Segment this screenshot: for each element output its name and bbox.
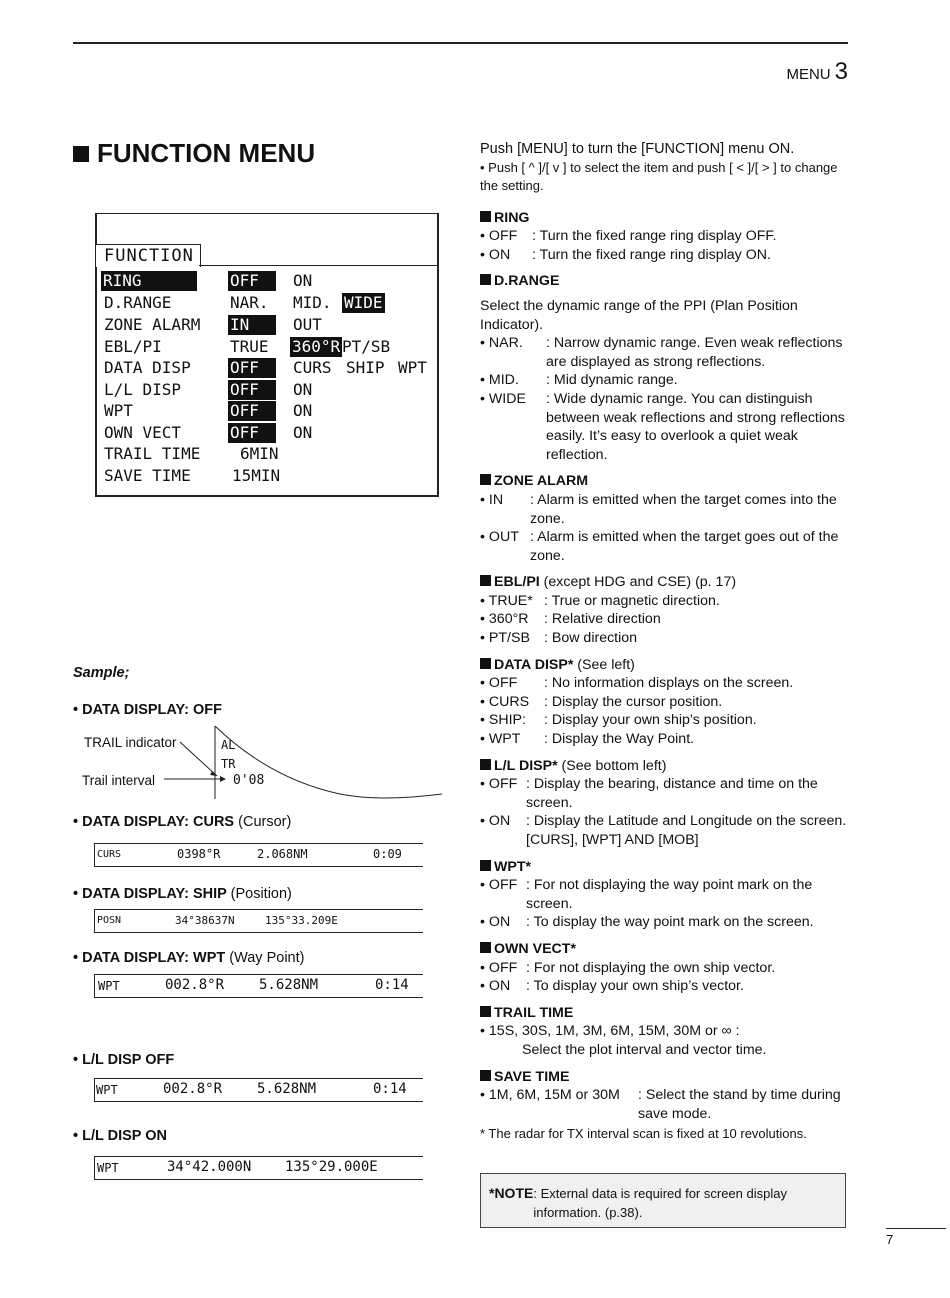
- label-text: DATA DISPLAY: OFF: [82, 702, 223, 718]
- list-item: [480, 876, 848, 913]
- list-item: [480, 959, 848, 978]
- bar-tag: WPT: [98, 979, 120, 993]
- option: WPT: [398, 358, 427, 377]
- label-text: DATA DISPLAY: CURS: [82, 814, 235, 830]
- data-bar-ship: [94, 909, 423, 933]
- list-item: [480, 334, 848, 371]
- list-item: [480, 610, 848, 629]
- label-text: L/L DISP ON: [82, 1128, 167, 1144]
- item-key: • ON: [480, 813, 511, 830]
- heading-text: SAVE TIME: [494, 1068, 570, 1085]
- chapter-label: MENU: [786, 66, 831, 83]
- trail-indicator-label: TRAIL indicator: [84, 735, 177, 750]
- list-item: [480, 674, 848, 693]
- bar-value: 34°42.000N: [167, 1159, 252, 1175]
- bar-value: 5.628NM: [259, 977, 319, 993]
- label-paren: (Cursor): [238, 814, 292, 830]
- list-item: [480, 246, 848, 265]
- note-text: : External data is required for screen display information. (p.38).: [533, 1186, 787, 1220]
- item-value: : Wide dynamic range. You can distinguish between weak reflections and strong reflections easily. It’s easy to overlook a quiet weak reflection.: [546, 390, 845, 463]
- trail-interval-label: Trail interval: [82, 773, 156, 788]
- option: TRUE: [230, 337, 269, 356]
- item-value: : Alarm is emitted when the target goes out of the zone.: [530, 529, 839, 564]
- list-item: [480, 1086, 848, 1123]
- heading-text: RING: [494, 209, 530, 226]
- option: WIDE: [344, 293, 383, 312]
- menu-row-ll-disp: [104, 380, 434, 402]
- option: 15MIN: [232, 466, 281, 485]
- trail-line: • 15S, 30S, 1M, 3M, 6M, 15M, 30M or ∞ :: [480, 1023, 740, 1040]
- item-key: • PT/SB: [480, 630, 530, 647]
- row-name: L/L DISP: [104, 380, 182, 399]
- item-key: • OFF: [480, 959, 518, 976]
- arrowhead-icon: [210, 771, 217, 776]
- item-value: : No information displays on the screen.: [544, 675, 794, 692]
- menu-row-save-time: [104, 466, 434, 488]
- intro-hint: • Push [ ^ ]/[ v ] to select the item and push [ < ]/[ > ] to change the setting.: [480, 159, 838, 193]
- bar-tag: WPT: [96, 1083, 118, 1097]
- item-key: • NAR.: [480, 335, 523, 352]
- footnote: * The radar for TX interval scan is fixed at 10 revolutions.: [480, 1126, 807, 1142]
- menu-row-trail-time: [104, 444, 434, 466]
- heading-text: WPT*: [494, 858, 532, 875]
- option: OFF: [228, 358, 276, 378]
- sample-wpt-label: • DATA DISPLAY: WPT (Way Point): [73, 950, 305, 966]
- note-label: *NOTE: [489, 1185, 534, 1201]
- bar-value: 002.8°R: [163, 1081, 223, 1097]
- option: CURS: [293, 358, 332, 377]
- option: NAR.: [230, 293, 269, 312]
- bar-value: 0398°R: [177, 847, 221, 861]
- data-bar-curs: [94, 843, 423, 867]
- bar-value: 0:14: [373, 1081, 407, 1097]
- label-text: L/L DISP OFF: [82, 1052, 175, 1068]
- heading-text: L/L DISP*: [494, 757, 558, 774]
- option: OFF: [228, 423, 276, 443]
- item-key: • 1M, 6M, 15M or 30M: [480, 1087, 620, 1104]
- menu-row-drange: [104, 293, 434, 315]
- row-name: WPT: [104, 401, 133, 420]
- bar-value: 0:14: [375, 977, 409, 993]
- page-number: 7: [886, 1232, 894, 1247]
- menu-row-wpt: [104, 401, 434, 423]
- sample-heading: Sample;: [73, 665, 130, 681]
- label-text: DATA DISPLAY: WPT: [82, 950, 226, 966]
- item-key: • SHIP:: [480, 712, 526, 729]
- data-bar-wpt: [94, 974, 423, 998]
- al-label: AL: [221, 738, 236, 752]
- item-key: • MID.: [480, 372, 519, 389]
- option: ON: [293, 380, 313, 399]
- item-value: : Turn the fixed range ring display OFF.: [532, 228, 777, 245]
- item-value: : True or magnetic direction.: [544, 592, 720, 609]
- item-value: : Display the cursor position.: [544, 693, 723, 710]
- section-title: [73, 138, 315, 169]
- list-item: [480, 528, 848, 565]
- arrowhead-icon: [220, 776, 226, 782]
- row-name: ZONE ALARM: [104, 315, 201, 334]
- option: IN: [228, 315, 276, 335]
- list-item: [480, 371, 848, 390]
- list-item: [480, 775, 848, 812]
- chapter-header: [786, 58, 848, 86]
- item-value: : Mid dynamic range.: [546, 372, 678, 389]
- bar-tag: WPT: [97, 1161, 119, 1175]
- label-paren: (Position): [230, 886, 292, 902]
- heading-note: (except HDG and CSE) (p. 17): [539, 574, 737, 591]
- bar-value: 135°33.209E: [265, 914, 338, 927]
- heading-zone-alarm: [480, 472, 848, 491]
- list-item: [480, 227, 848, 246]
- square-bullet-icon: [73, 146, 89, 162]
- heading-ebl-pi: [480, 573, 848, 592]
- item-key: • OUT: [480, 529, 519, 546]
- square-bullet-icon: [480, 942, 491, 953]
- heading-text: OWN VECT*: [494, 940, 576, 957]
- section-title-text: FUNCTION MENU: [97, 138, 316, 168]
- heading-note: (See bottom left): [557, 757, 667, 774]
- square-bullet-icon: [480, 211, 491, 222]
- heading-ring: [480, 209, 848, 228]
- menu-row-zone-alarm: [104, 315, 434, 337]
- note-box: [480, 1173, 846, 1228]
- square-bullet-icon: [480, 474, 491, 485]
- item-value: : Display the Way Point.: [544, 731, 695, 748]
- heading-text: D.RANGE: [494, 273, 560, 290]
- item-value: : Select the stand by time during save mode.: [638, 1087, 841, 1122]
- item-key: • OFF: [480, 675, 518, 692]
- option: OFF: [228, 401, 276, 421]
- heading-trail-time: [480, 1004, 848, 1023]
- item-key: • WPT: [480, 731, 521, 748]
- option: MID.: [293, 293, 332, 312]
- right-column: [480, 140, 848, 1144]
- bar-value: 5.628NM: [257, 1081, 317, 1097]
- item-key: • WIDE: [480, 390, 526, 407]
- list-item: [480, 812, 848, 849]
- row-name: EBL/PI: [104, 337, 162, 356]
- menu-row-ebl-pi: [104, 337, 434, 359]
- row-name: RING: [101, 271, 197, 291]
- sample-ll-off-label: • L/L DISP OFF: [73, 1052, 175, 1068]
- option: ON: [293, 271, 313, 290]
- sample-off-label: • DATA DISPLAY: OFF: [73, 702, 223, 718]
- heading-text: ZONE ALARM: [494, 473, 589, 490]
- item-value: : Display the Latitude and Longitude on the screen. [CURS], [WPT] AND [MOB]: [526, 813, 847, 848]
- option: OFF: [228, 380, 276, 400]
- heading-drange: [480, 272, 848, 291]
- item-value: : Display the bearing, distance and time on the screen.: [526, 776, 818, 811]
- page-rule: [886, 1228, 946, 1229]
- row-name: TRAIL TIME: [104, 444, 201, 463]
- list-item: [480, 390, 848, 464]
- option: ON: [293, 423, 313, 442]
- data-bar-ll-on: [94, 1156, 423, 1180]
- square-bullet-icon: [480, 575, 491, 586]
- leader-line: [180, 742, 217, 776]
- item-key: • ON: [480, 246, 511, 263]
- item-key: • 360°R: [480, 611, 529, 628]
- bar-value: 002.8°R: [165, 977, 225, 993]
- sample-ll-on-label: • L/L DISP ON: [73, 1128, 167, 1144]
- square-bullet-icon: [480, 860, 491, 871]
- list-item: [480, 977, 848, 996]
- item-value: : Display your own ship’s position.: [544, 712, 757, 729]
- option: 6MIN: [240, 444, 279, 463]
- item-key: • OFF: [480, 776, 518, 793]
- heading-note: (See left): [573, 656, 635, 673]
- bar-tag: POSN: [97, 915, 122, 926]
- list-item: [480, 491, 848, 528]
- item-key: • ON: [480, 914, 511, 931]
- label-text: DATA DISPLAY: SHIP: [82, 886, 227, 902]
- heading-wpt: [480, 858, 848, 877]
- row-name: D.RANGE: [104, 293, 172, 312]
- row-name: SAVE TIME: [104, 466, 191, 485]
- item-value: : To display your own ship’s vector.: [526, 978, 744, 995]
- square-bullet-icon: [480, 1006, 491, 1017]
- heading-text: TRAIL TIME: [494, 1004, 574, 1021]
- bar-tag: CURS: [97, 849, 122, 860]
- option: OFF: [228, 271, 276, 291]
- square-bullet-icon: [480, 759, 491, 770]
- heading-text: EBL/PI: [494, 574, 540, 591]
- item-value: : For not displaying the way point mark on the screen.: [526, 877, 813, 912]
- item-value: : Relative direction: [544, 611, 661, 628]
- sample-ship-label: • DATA DISPLAY: SHIP (Position): [73, 886, 292, 902]
- tr-label: TR: [221, 757, 236, 771]
- menu-row-ring: [104, 271, 434, 293]
- item-key: • ON: [480, 978, 511, 995]
- list-item: [480, 693, 848, 712]
- square-bullet-icon: [480, 658, 491, 669]
- heading-own-vect: [480, 940, 848, 959]
- square-bullet-icon: [480, 274, 491, 285]
- option: ON: [293, 401, 313, 420]
- item-key: • CURS: [480, 693, 530, 710]
- bar-value: 34°38637N: [175, 914, 235, 927]
- heading-data-disp: [480, 656, 848, 675]
- option: OUT: [293, 315, 322, 334]
- list-item: [480, 913, 848, 932]
- item-key: • OFF: [480, 228, 518, 245]
- item-value: : Narrow dynamic range. Even weak reflections are displayed as strong reflections.: [546, 335, 843, 370]
- menu-row-data-disp: [104, 358, 434, 380]
- bar-value: 0:09: [373, 847, 402, 861]
- drange-text: Select the dynamic range of the PPI (Plan Position Indicator).: [480, 297, 798, 333]
- trail-value: 0'08: [233, 773, 265, 788]
- heading-save-time: [480, 1068, 848, 1087]
- top-rule: [73, 42, 848, 44]
- menu-row-own-vect: [104, 423, 434, 445]
- item-key: • OFF: [480, 877, 518, 894]
- data-bar-ll-off: [94, 1078, 423, 1102]
- tab-divider: [199, 265, 437, 266]
- chapter-number: 3: [834, 58, 848, 85]
- trail-line: Select the plot interval and vector time.: [522, 1041, 767, 1058]
- list-item: [480, 592, 848, 611]
- menu-tab-label: FUNCTION: [104, 246, 194, 266]
- item-value: : Turn the fixed range ring display ON.: [532, 246, 771, 263]
- heading-ll-disp: [480, 757, 848, 776]
- square-bullet-icon: [480, 1070, 491, 1081]
- label-paren: (Way Point): [229, 950, 305, 966]
- list-item: [480, 711, 848, 730]
- bar-value: 2.068NM: [257, 847, 308, 861]
- trail-diagram: [160, 724, 442, 799]
- option: 360°R: [292, 337, 341, 356]
- item-value: : To display the way point mark on the screen.: [526, 914, 814, 931]
- option: SHIP: [346, 358, 385, 377]
- item-key: • IN: [480, 491, 504, 508]
- sample-curs-label: • DATA DISPLAY: CURS (Cursor): [73, 814, 292, 830]
- intro-text: Push [MENU] to turn the [FUNCTION] menu ON.: [480, 141, 795, 157]
- row-name: DATA DISP: [104, 358, 191, 377]
- bar-value: 135°29.000E: [285, 1159, 378, 1175]
- item-value: : For not displaying the own ship vector.: [526, 959, 776, 976]
- item-value: : Bow direction: [544, 630, 638, 647]
- row-name: OWN VECT: [104, 423, 182, 442]
- option: PT/SB: [342, 337, 391, 356]
- heading-text: DATA DISP*: [494, 656, 574, 673]
- list-item: [480, 629, 848, 648]
- item-value: : Alarm is emitted when the target comes into the zone.: [530, 491, 837, 527]
- list-item: [480, 730, 848, 749]
- item-key: • TRUE*: [480, 592, 533, 609]
